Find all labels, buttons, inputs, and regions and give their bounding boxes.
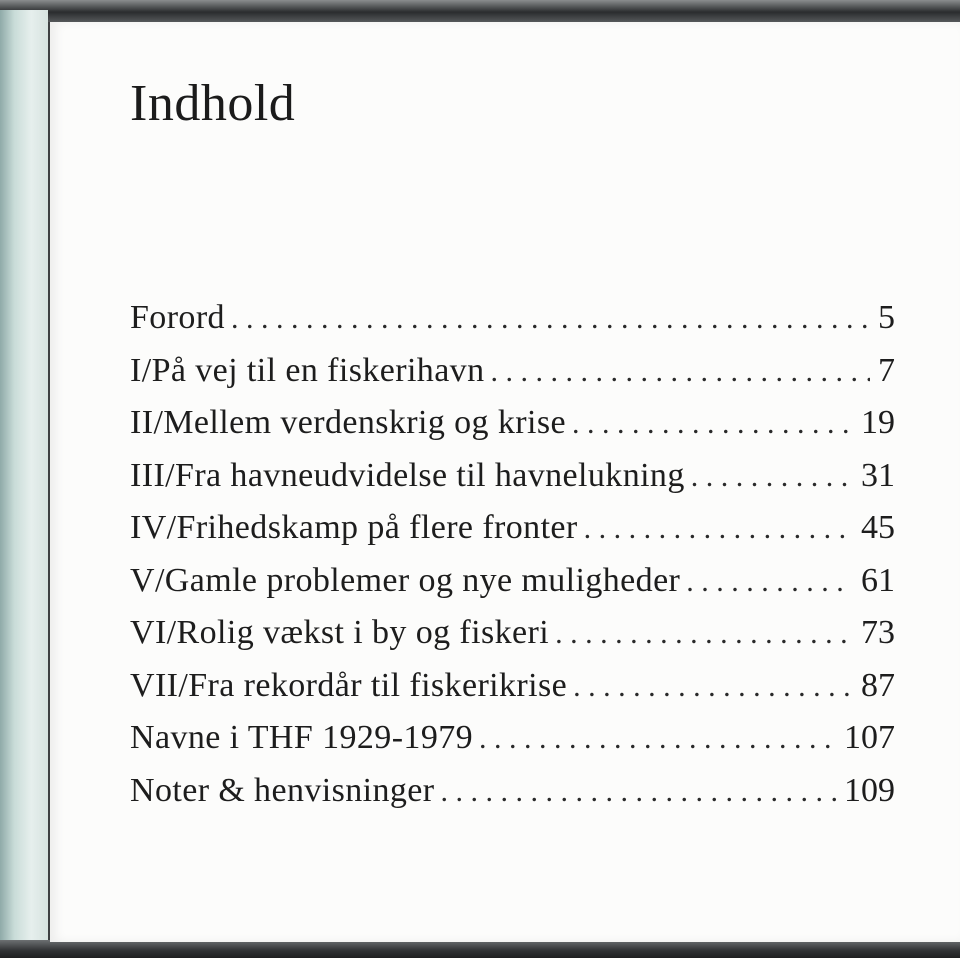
toc-entry-chapter-1 — [130, 345, 895, 398]
dot-leader — [686, 556, 853, 609]
table-of-contents — [130, 292, 895, 817]
toc-entry-chapter-2 — [130, 397, 895, 450]
toc-entry-title: VII/Fra rekordår til fiskerikrise — [130, 666, 568, 704]
toc-entry-page: 19 — [861, 404, 895, 441]
toc-entry-page: 31 — [861, 456, 895, 494]
toc-entry-chapter-4 — [130, 502, 895, 555]
toc-entry-page: 5 — [878, 299, 895, 336]
toc-entry-page: 87 — [861, 666, 895, 704]
toc-entry-title: Noter & henvisninger — [130, 771, 435, 809]
toc-entry-title: V/Gamle problemer og nye muligheder — [130, 561, 681, 599]
toc-entry-title: Navne i THF 1929-1979 — [130, 719, 474, 756]
toc-entry-page: 45 — [861, 509, 895, 546]
toc-entry-names — [130, 712, 895, 765]
dot-leader — [573, 661, 853, 714]
dot-leader — [555, 608, 853, 661]
toc-entry-title: Forord — [130, 299, 225, 336]
toc-entry-page: 73 — [861, 614, 895, 651]
toc-entry-title: I/På vej til en fiskerihavn — [130, 351, 485, 389]
toc-entry-title: II/Mellem verdenskrig og krise — [130, 404, 566, 441]
dot-leader — [584, 503, 853, 556]
dot-leader — [231, 293, 870, 346]
dot-leader — [491, 346, 871, 399]
page-title: Indhold — [130, 75, 296, 132]
toc-entry-chapter-6 — [130, 607, 895, 660]
toc-entry-page: 109 — [844, 771, 895, 809]
toc-entry-chapter-3 — [130, 450, 895, 503]
toc-entry-chapter-5 — [130, 555, 895, 608]
toc-entry-page: 61 — [861, 561, 895, 599]
dot-leader — [479, 713, 836, 766]
book-top-edge — [0, 0, 960, 22]
toc-entry-page: 107 — [844, 719, 895, 756]
book-binding — [0, 10, 48, 945]
book-bottom-edge — [0, 940, 960, 958]
toc-entry-notes — [130, 765, 895, 818]
dot-leader — [572, 398, 853, 451]
toc-entry-page: 7 — [878, 351, 895, 389]
dot-leader — [441, 766, 837, 819]
book-page — [50, 22, 960, 942]
toc-entry-chapter-7 — [130, 660, 895, 713]
toc-entry-title: IV/Frihedskamp på flere fronter — [130, 509, 578, 546]
toc-entry-title: III/Fra havneudvidelse til havnelukning — [130, 456, 685, 494]
dot-leader — [691, 451, 853, 504]
toc-entry-forord — [130, 292, 895, 345]
toc-entry-title: VI/Rolig vækst i by og fiskeri — [130, 614, 550, 651]
